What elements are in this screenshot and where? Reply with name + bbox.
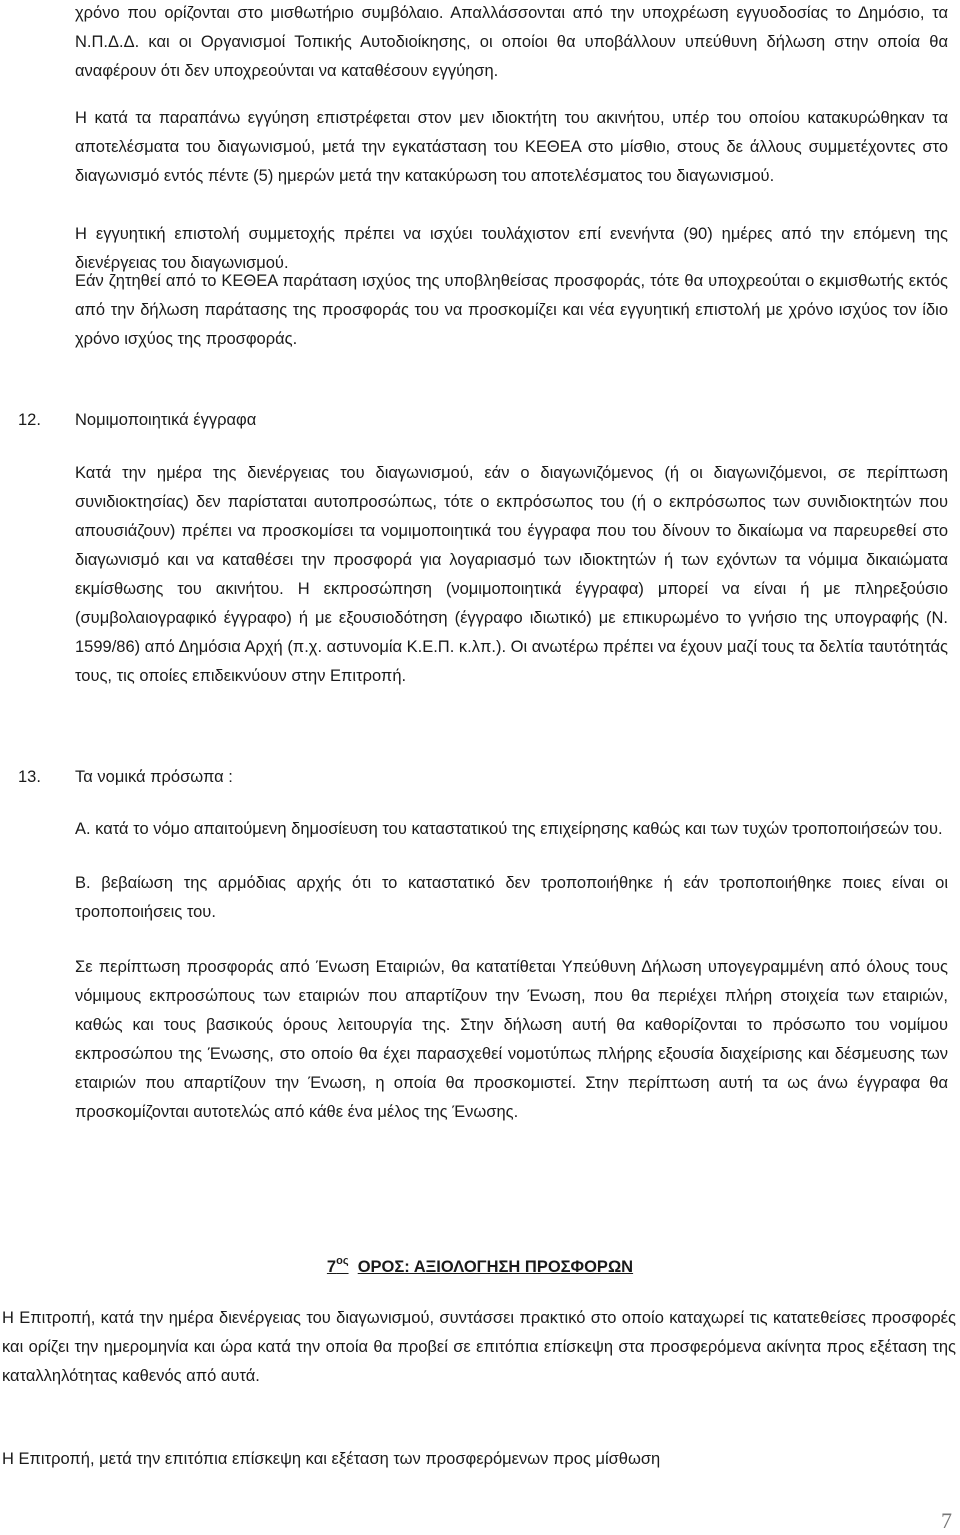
section-13-body: Σε περίπτωση προσφοράς από Ένωση Εταιριών, θα κατατίθεται Υπεύθυνη Δήλωση υπογεγραμμένη από όλους τους νόμιμους εκπροσώπους των εταιριών που απαρτίζουν την Ένωση, που θα περιέχει πλήρη στοιχεία των εταιριών, καθώς και τους βασικούς όρους λειτουργία της. Στην δήλωση αυτή θα καθορίζονται το πρόσωπο του νομίμου εκπροσώπου της Ένωσης, στο οποίο θα έχει παρασχεθεί νομοτύπως πλήρης εξουσία διαχείρισης και δέσμευσης των εταιριών που απαρτίζουν την Ένωση, η οποία θα προσκομιστεί. Στην περίπτωση αυτή τα ως άνω έγγραφα θα προσκομίζονται αυτοτελώς από κάθε ένα μέλος της Ένωσης. bbox=[75, 958, 948, 1121]
section-12-body: Κατά την ημέρα της διενέργειας του διαγωνισμού, εάν ο διαγωνιζόμενος (ή οι διαγωνιζόμενοι, σε περίπτωση συνιδιοκτησίας) δεν παρίσταται αυτοπροσώπως, τότε ο εκπρόσωπος του (ή ο εκπρόσωπος των συνιδιοκτητών που απουσιάζουν) πρέπει να προσκομίσει τα νομιμοποιητικά του έγγραφα που του δίνουν το δικαίωμα να παρευρεθεί στο διαγωνισμό και να καταθέσει την προσφορά για λογαριασμό των ιδιοκτητών ή των εχόντων τα νόμιμα δικαιώματα εκμίσθωσης του ακινήτου. Η εκπροσώπηση (νομιμοποιητικά έγγραφα) μπορεί να είναι ή με πληρεξούσιο (συμβολαιογραφικό έγγραφο) ή με εξουσιοδότηση (έγγραφο ιδιωτικό) με επικυρωμένο το γνήσιο της υπογραφής (Ν. 1599/86) από Δημόσια Αρχή (π.χ. αστυνομία Κ.Ε.Π. κ.λπ.). Οι ανωτέρω πρέπει να έχουν μαζί τους τα δελτία ταυτότητάς τους, τις οποίες επιδεικνύουν στην Επιτροπή. bbox=[75, 464, 948, 685]
paragraph-offer-extension: Εάν ζητηθεί από το ΚΕΘΕΑ παράταση ισχύος της υποβληθείσας προσφοράς, τότε θα υποχρεούται ο εκμισθωτής εκτός από την δήλωση παράτασης της προσφοράς του να προσκομίζει και νέα εγγυητική επιστολή με χρόνο ισχύος τον ίδιο χρόνο ισχύος της προσφοράς. bbox=[75, 272, 948, 348]
paragraph-guarantee-return: Η κατά τα παραπάνω εγγύηση επιστρέφεται στον μεν ιδιοκτήτη του ακινήτου, υπέρ του οποίου κατακυρώθηκαν τα αποτελέσματα του διαγωνισμού, μετά την εγκατάσταση του ΚΕΘΕΑ στο μίσθιο, στους δε άλλους συμμετέχοντες στο διαγωνισμό εντός πέντε (5) ημερών μετά την κατακύρωση του αποτελέσματος του διαγωνισμού. bbox=[75, 109, 948, 185]
page-number: 7 bbox=[941, 1508, 952, 1533]
heading-number: 7 bbox=[326, 1258, 337, 1276]
section-heading bbox=[0, 1253, 960, 1282]
section-12-title: Νομιμοποιητικά έγγραφα bbox=[75, 411, 257, 429]
heading-text: ΟΡΟΣ: ΑΞΙΟΛΟΓΗΣΗ ΠΡΟΣΦΟΡΩΝ bbox=[357, 1258, 634, 1276]
section-12-number: 12. bbox=[18, 411, 41, 429]
paragraph-guarantee-validity: Η εγγυητική επιστολή συμμετοχής πρέπει να ισχύει τουλάχιστον επί ενενήντα (90) ημέρες από την επόμενη της διενέργειας του διαγωνισμού. bbox=[75, 225, 948, 272]
section-13-item-a: Α. κατά το νόμο απαιτούμενη δημοσίευση του καταστατικού της επιχείρησης καθώς και των τυχών τροποποιήσεών του. bbox=[75, 820, 943, 838]
paragraph-guarantee-exemption: χρόνο που ορίζονται στο μισθωτήριο συμβόλαιο. Απαλλάσσονται από την υποχρέωση εγγυοδοσίας το Δημόσιο, τα Ν.Π.Δ.Δ. και οι Οργανισμοί Τοπικής Αυτοδιοίκησης, οι οποίοι θα υποβάλλουν υπεύθυνη δήλωση στην οποία θα αναφέρουν ότι δεν υποχρεούνται να καταθέσουν εγγύηση. bbox=[75, 4, 948, 80]
section-13-number: 13. bbox=[18, 768, 41, 786]
section-13-item-b: Β. βεβαίωση της αρμόδιας αρχής ότι το καταστατικό δεν τροποποιήθηκε ή εάν τροποποιήθηκε ποιες είναι οι τροποποιήσεις του. bbox=[75, 874, 948, 921]
paragraph-committee-record: Η Επιτροπή, κατά την ημέρα διενέργειας του διαγωνισμού, συντάσσει πρακτικό στο οποίο καταχωρεί τις κατατεθείσες προσφορές και ορίζει την ημερομηνία και ώρα κατά την οποία θα προβεί σε επιτόπια επίσκεψη στα προσφερόμενα ακίνητα προς εξέταση της καταλληλότητας καθενός από αυτά. bbox=[2, 1309, 956, 1385]
section-13-title: Τα νομικά πρόσωπα : bbox=[75, 768, 233, 786]
heading-superscript: ος bbox=[336, 1255, 349, 1267]
paragraph-committee-inspection: Η Επιτροπή, μετά την επιτόπια επίσκεψη και εξέταση των προσφερόμενων προς μίσθωση bbox=[2, 1450, 661, 1468]
